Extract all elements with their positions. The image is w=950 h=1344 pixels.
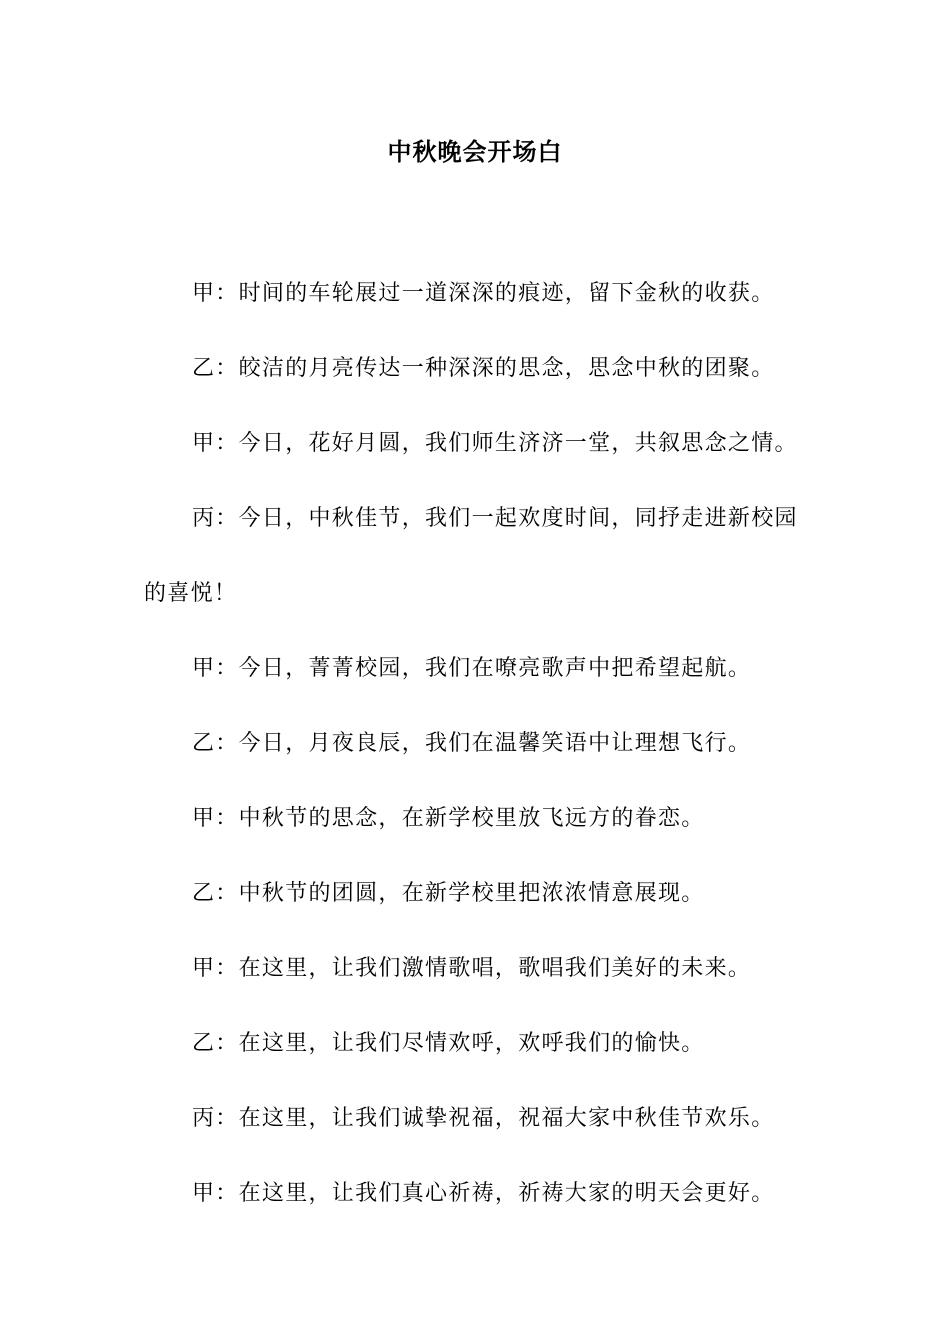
paragraph: 甲：在这里，让我们激情歌唱，歌唱我们美好的未来。 (192, 956, 752, 981)
document-body (144, 256, 809, 1231)
paragraph: 甲：在这里，让我们真心祈祷，祈祷大家的明天会更好。 (192, 1181, 775, 1206)
paragraph: 乙：中秋节的团圆，在新学校里把浓浓情意展现。 (192, 881, 705, 906)
paragraph: 甲：中秋节的思念，在新学校里放飞远方的眷恋。 (192, 806, 705, 831)
paragraph: 乙：在这里，让我们尽情欢呼，欢呼我们的愉快。 (192, 1031, 705, 1056)
paragraph: 乙：皎洁的月亮传达一种深深的思念，思念中秋的团聚。 (192, 356, 775, 381)
paragraph: 丙：今日，中秋佳节，我们一起欢度时间，同抒走进新校园的喜悦！ (144, 506, 798, 606)
document-title: 中秋晚会开场白 (387, 137, 563, 166)
paragraph: 乙：今日，月夜良辰，我们在温馨笑语中让理想飞行。 (192, 731, 752, 756)
paragraph: 丙：在这里，让我们诚挚祝福，祝福大家中秋佳节欢乐。 (192, 1106, 775, 1131)
paragraph: 甲：今日，菁菁校园，我们在嘹亮歌声中把希望起航。 (192, 656, 752, 681)
paragraph: 甲：今日，花好月圆，我们师生济济一堂，共叙思念之情。 (192, 431, 798, 456)
paragraph: 甲：时间的车轮展过一道深深的痕迹，留下金秋的收获。 (192, 281, 775, 306)
